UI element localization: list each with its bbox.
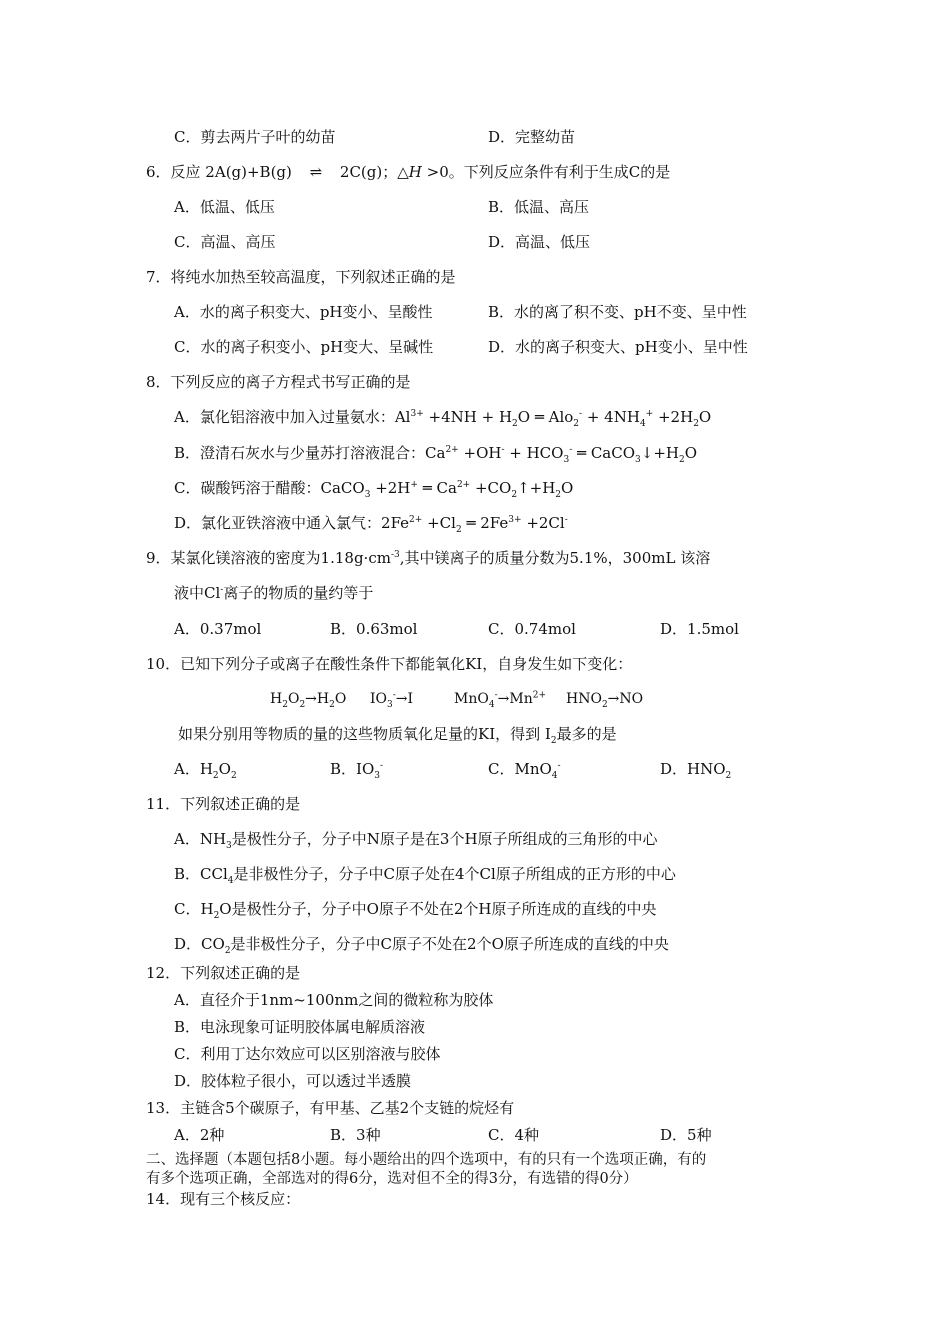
q7-option-b: B．水的离了积不变、pH不变、呈中性 (488, 303, 747, 321)
q14-stem: 14．现有三个核反应： (146, 1190, 301, 1208)
q12-stem: 12．下列叙述正确的是 (146, 964, 301, 982)
q8-stem: 8．下列反应的离子方程式书写正确的是 (146, 373, 411, 391)
q10-reaction-3: $MnO_4^-\to Mn^{2+}$ (454, 690, 546, 710)
q9-stem-line1: 9．某氯化镁溶液的密度为$1.18g\cdot cm^{-3}$,其中镁离子的质量分数为5.1%，300mL 该溶 (146, 549, 711, 567)
q5-option-d: D．完整幼苗 (488, 128, 576, 146)
q10-reaction-2: $IO_3^-\to I$ (370, 690, 414, 710)
q11-option-d: D．$CO_2$是非极性分子，分子中C原子不处在2个O原子所连成的直线的中央 (174, 935, 669, 956)
q13-stem: 13．主链含5个碳原子，有甲基、乙基2个支链的烷烃有 (146, 1099, 515, 1117)
q7-option-a: A．水的离子积变大、pH变小、呈酸性 (174, 303, 433, 321)
q13-option-b: B．3种 (330, 1126, 381, 1144)
q6-option-c: C．高温、高压 (174, 233, 276, 251)
q8-option-b: B．澄清石灰水与少量苏打溶液混合：$Ca^{2+} +OH^- + HCO_3^-$ ═ $CaCO_3↓+H_2O$ (174, 444, 698, 465)
equilibrium-arrow: ⇌ (309, 163, 323, 181)
section2-heading-line1: 二、选择题（本题包括8小题。每小题给出的四个选项中，有的只有一个选项正确，有的 (146, 1152, 707, 1168)
q8-option-d: D．氯化亚铁溶液中通入氯气：$2Fe^{2+} +Cl_2$ ═ $2Fe^{3+} +2Cl^-$ (174, 514, 568, 535)
q12-option-c: C．利用丁达尔效应可以区别溶液与胶体 (174, 1045, 441, 1063)
q10-option-a: A．$H_2O_2$ (174, 760, 237, 781)
q9-stem-line2: 液中Cl-离子的物质的量约等于 (174, 584, 374, 602)
q7-option-d: D．水的离子积变大、pH变小、呈中性 (488, 338, 748, 356)
q10-option-d: D．$HNO_2$ (660, 760, 732, 781)
q6-option-a: A．低温、低压 (174, 198, 275, 216)
q9-option-b: B．0.63mol (330, 620, 418, 638)
q12-option-b: B．电泳现象可证明胶体属电解质溶液 (174, 1018, 426, 1036)
q9-option-c: C．0.74mol (488, 620, 576, 638)
q5-option-c: C．剪去两片子叶的幼苗 (174, 128, 336, 146)
q12-option-a: A．直径介于1nm~100nm之间的微粒称为胶体 (174, 991, 494, 1009)
q12-option-d: D．胶体粒子很小，可以透过半透膜 (174, 1072, 412, 1090)
q7-option-c: C．水的离子积变小、pH变大、呈碱性 (174, 338, 434, 356)
q13-option-d: D．5种 (660, 1126, 712, 1144)
q13-option-a: A．2种 (174, 1126, 225, 1144)
q11-option-a: A．$NH_3$是极性分子，分子中N原子是在3个H原子所组成的三角形的中心 (174, 830, 658, 851)
q8-option-a: A．氯化铝溶液中加入过量氨水：$Al^{3+} +4NH + H_2O$ ═ $Alo_2^- + 4NH_4^+ +2H_2O$ (174, 408, 712, 429)
q7-stem: 7．将纯水加热至较高温度，下列叙述正确的是 (146, 268, 456, 286)
q6-stem: 6．反应 2A(g)+B(g) ⇌ 2C(g)；△H >0。下列反应条件有利于生成C的是 (146, 163, 671, 181)
q10-stem-line2: 如果分别用等物质的量的这些物质氧化足量的KI，得到 $I_2$最多的是 (178, 725, 617, 746)
q10-reaction-4: $HNO_2\to NO$ (566, 691, 644, 710)
q13-option-c: C．4种 (488, 1126, 540, 1144)
q10-option-c: C．MnO$_4$- (488, 760, 561, 781)
q8-option-c: C．碳酸钙溶于醋酸：CaCO$_3$ +2H+ ═ $Ca^{2+}$ $+CO_2↑+H_2O$ (174, 479, 574, 500)
q6-option-b: B．低温、高压 (488, 198, 590, 216)
q9-option-d: D．1.5mol (660, 620, 739, 638)
q11-stem: 11．下列叙述正确的是 (146, 795, 301, 813)
q11-option-c: C．$H_2O$是极性分子，分子中O原子不处在2个H原子所连成的直线的中央 (174, 900, 657, 921)
q6-option-d: D．高温、低压 (488, 233, 591, 251)
q9-option-a: A．0.37mol (174, 620, 262, 638)
q10-stem: 10．已知下列分子或离子在酸性条件下都能氧化KI，自身发生如下变化： (146, 655, 633, 673)
q10-reaction-1: $H_2O_2\to H_2O$ (270, 691, 347, 710)
q11-option-b: B．CCl$_4$是非极性分子，分子中C原子处在4个Cl原子所组成的正方形的中心 (174, 865, 676, 886)
q10-option-b: B．$IO_3^-$ (330, 760, 384, 781)
section2-heading-line2: 有多个选项正确，全部选对的得6分，选对但不全的得3分，有选错的得0分） (146, 1171, 638, 1187)
